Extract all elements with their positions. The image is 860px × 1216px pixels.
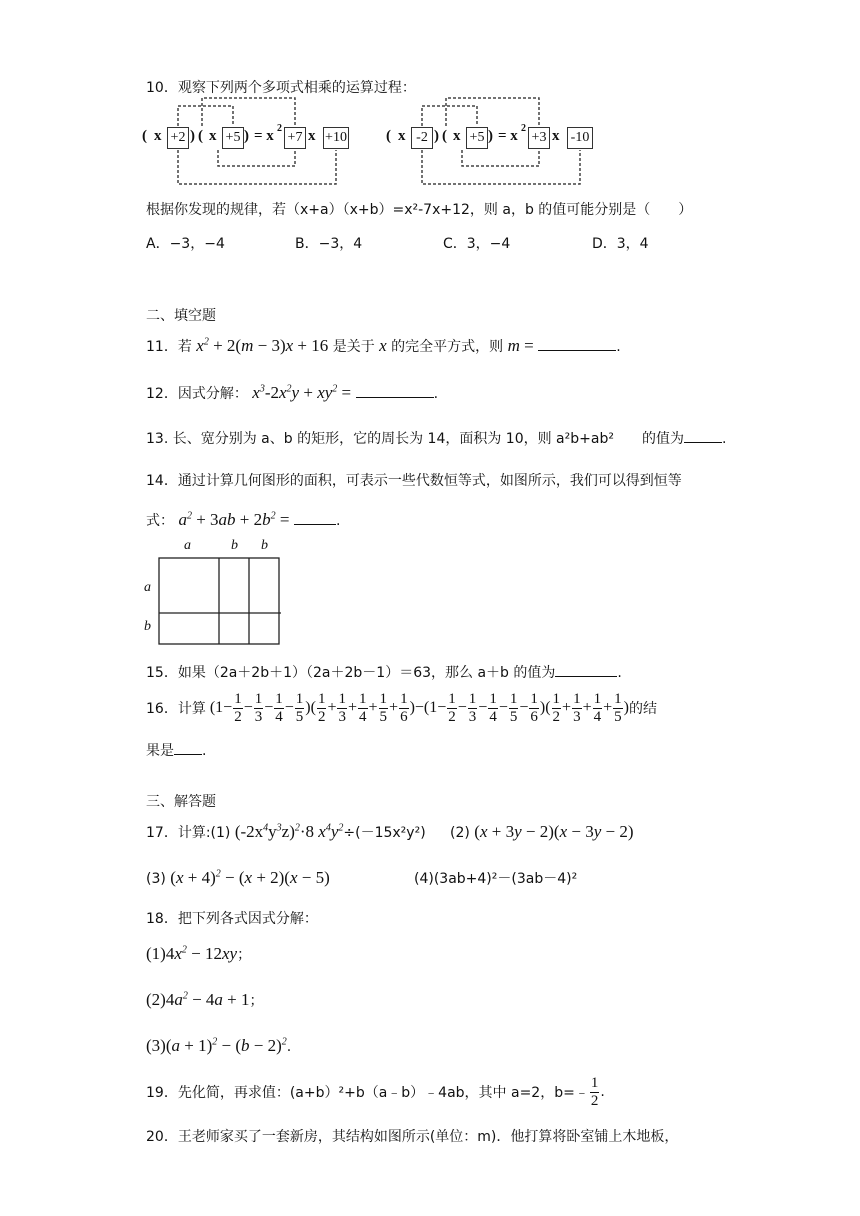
q10-option-d: D．3，4: [592, 236, 649, 252]
q13-answer-blank[interactable]: [684, 442, 722, 443]
q15: 15．如果（2a＋2b＋1）（2a＋2b－1）＝63，那么 a＋b 的值为 .: [146, 665, 622, 681]
q10-option-a: A．−3，−4: [146, 236, 225, 252]
q19: 19．先化简，再求值：(a+b）²+b（a﹣b）﹣4ab，其中 a=2，b=﹣ $\frac{1}{2}$ .: [146, 1074, 605, 1109]
q18-item-1: $(1)4x^2 - 12xy$；: [146, 944, 252, 963]
q14-line1: 14．通过计算几何图形的面积，可表示一些代数恒等式，如图所示，我们可以得到恒等: [146, 473, 682, 489]
q16-line2: 果是 .: [146, 743, 207, 759]
q17-part3: (3) $(x + 4)^2 - (x + 2)(x - 5)$: [146, 868, 330, 887]
mid-term-box: +7: [284, 127, 306, 149]
q18-item-2: $(2)4a^2 - 4a + 1$；: [146, 990, 264, 1009]
q16: 16．计算 (1− $\frac{1}{2}$ − $\frac{1}{3}$ − $\frac{1}{4}$ − $\frac{1}{5}$ )( $\frac{1}{2}$ + $\frac{1}{3}$ + $\frac{1}{4}$ + $\frac{1}{5}$ + $\frac{1}{6}$ )−(1− $\frac{1}{2}$ − $\frac{1}{3}$ − $\frac{1}{4}$ − $\frac{1}{5}$ − $\frac{1}{6}$ )( $\frac{1}{2}$ + $\frac{1}{3}$ + $\frac{1}{4}$ + $\frac{1}{5}$ ) 的结: [146, 690, 657, 725]
q17-line1: 17．计算:(1) $(-2x^4y^3z)^2\cdot 8$ $x^4y^2\div(-15x^2y^2)$: [146, 822, 426, 841]
q16-answer-blank[interactable]: [174, 754, 202, 755]
q17-part1: $(-2x^4y^3z)^2\cdot 8$ $x^4y^2$: [234, 822, 344, 841]
section-heading-solve: 三、解答题: [146, 794, 216, 810]
const-term-box: -10: [567, 127, 593, 149]
q20: 20．王老师家买了一套新房，其结构如图所示(单位：m)．他打算将卧室铺上木地板，: [146, 1129, 679, 1145]
term-a-box: -2: [411, 127, 433, 149]
section-heading-fill-in: 二、填空题: [146, 308, 216, 324]
q13: 13. 长、宽分别为 a、b 的矩形，它的周长为 14，面积为 10，则 a²b+ab² 的值为 .: [146, 431, 727, 447]
q10-option-c: C．3，−4: [443, 236, 511, 252]
q11-expression: $x^2 + 2(m - 3)x + 16$: [196, 336, 329, 355]
q15-answer-blank[interactable]: [555, 676, 617, 677]
q14-expression: $a^2 + 3ab + 2b^2$ =: [178, 510, 290, 529]
term-b-box: +5: [222, 127, 244, 149]
q18-title: 18．把下列各式因式分解：: [146, 911, 318, 927]
q12: 12．因式分解： $x^3-2x^2y + xy^2$ = .: [146, 383, 439, 402]
q12-expression: $x^3-2x^2y + xy^2$ =: [252, 383, 352, 402]
q17-part2: (2) (x + 3y − 2)(x − 3y − 2): [450, 822, 634, 841]
q16-expression: (1− $\frac{1}{2}$ − $\frac{1}{3}$ − $\frac{1}{4}$ − $\frac{1}{5}$ )( $\frac{1}{2}$ + $\frac{1}{3}$ + $\frac{1}{4}$ + $\frac{1}{5}$ + $\frac{1}{6}$ )−(1− $\frac{1}{2}$ − $\frac{1}{3}$ − $\frac{1}{4}$ − $\frac{1}{5}$ − $\frac{1}{6}$ )( $\frac{1}{2}$ + $\frac{1}{3}$ + $\frac{1}{4}$ + $\frac{1}{5}$ ): [205, 690, 629, 725]
q10-option-b: B．−3，4: [295, 236, 363, 252]
q14-area-figure: a b b a b: [140, 538, 290, 650]
q12-answer-blank[interactable]: [356, 397, 434, 398]
half-fraction: $\frac{1}{2}$: [590, 1074, 599, 1109]
q14-line2: 式： $a^2 + 3ab + 2b^2$ = .: [146, 510, 341, 529]
const-term-box: +10: [323, 127, 349, 149]
q17-part4: (4)(3ab+4)²－(3ab－4)²: [414, 871, 578, 887]
q18-item-3: $(3)(a + 1)^2 - (b - 2)^2$.: [146, 1036, 292, 1055]
term-a-box: +2: [167, 127, 189, 149]
multiplication-diagram-2: ( x -2 ) ( x +5 ) = x 2 +3 x -10: [384, 96, 604, 190]
multiplication-diagram-1: ( x +2 ) ( x +5 ) = x 2 +7 x +10: [140, 96, 360, 190]
term-b-box: +5: [466, 127, 488, 149]
mid-term-box: +3: [528, 127, 550, 149]
q10-title: 10．观察下列两个多项式相乘的运算过程：: [146, 80, 416, 96]
q14-answer-blank[interactable]: [294, 524, 336, 525]
area-grid: [140, 538, 290, 650]
q11: 11．若 $x^2 + 2(m - 3)x + 16$ 是关于 x 的完全平方式，则 m = .: [146, 336, 621, 355]
q10-prompt: 根据你发现的规律，若（x+a）（x+b）=x²-7x+12，则 a，b 的值可能分别是（ ）: [146, 202, 693, 218]
q11-answer-blank[interactable]: [538, 350, 616, 351]
